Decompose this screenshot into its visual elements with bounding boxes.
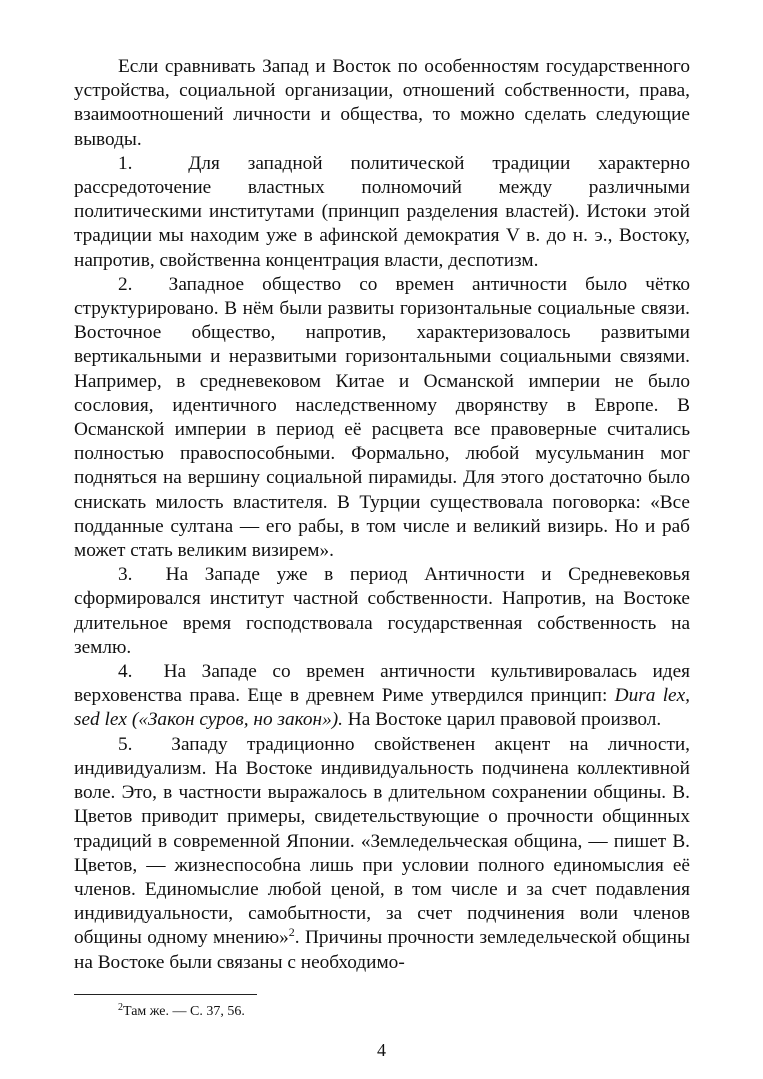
item-number: 1. bbox=[118, 152, 133, 174]
list-item bbox=[74, 152, 690, 273]
item-text: На Западе уже в период Античности и Средневековья сформировался институт частной собственности. Напротив, на Востоке длительное время господствовала государственная собственность на землю. bbox=[74, 564, 690, 658]
latin-maxim: Dura lex, sed lex («Закон суров, но закон»). bbox=[74, 685, 690, 731]
item-number: 2. bbox=[118, 273, 133, 295]
list-item bbox=[74, 660, 690, 733]
item-number: 3. bbox=[118, 564, 133, 586]
item-text: На Западе со времен античности культивировалась идея верховенства права. Еще в древнем Риме утвердился принцип: bbox=[74, 661, 691, 707]
footnote-marker: 2 bbox=[118, 1002, 123, 1013]
item-number: 4. bbox=[118, 661, 133, 683]
item-text: Западу традиционно свойственен акцент на личности, индивидуализм. На Востоке индивидуальность подчинена коллективной воле. Это, в частности выражалось в длительном сохранении общины. В. Цветов приводит примеры, свидетельствующие о прочности общинных традиций в современной Японии. «Земледельческая община, — пишет В. Цветов, — жизнеспособна лишь при условии полного единомыслия её членов. Единомыслие любой ценой, в том числе и за счет подавления индивидуальности, самобытности, за счет подчинения воли членов общины одному мнению» bbox=[74, 733, 691, 949]
list-item bbox=[74, 273, 690, 563]
page-number: 4 bbox=[377, 1040, 386, 1060]
intro-paragraph: Если сравнивать Запад и Восток по особенностям государственного устройства, социальной организации, отношений собственности, права, взаимоотношений личности и общества, то можно сделать следующие выводы. bbox=[74, 56, 690, 150]
item-text: Для западной политической традиции характерно рассредоточение властных полномочий между различными политическими институтами (принцип разделения властей). Истоки этой традиции мы находим уже в афинской демократия V в. до н. э., Востоку, напротив, свойственна концентрация власти, деспотизм. bbox=[74, 152, 691, 271]
item-text-end: На Востоке царил правовой произвол. bbox=[342, 709, 662, 731]
footnote bbox=[118, 1003, 245, 1021]
item-number: 5. bbox=[118, 733, 133, 755]
list-item bbox=[74, 563, 690, 660]
footnote-text: Там же. — С. 37, 56. bbox=[123, 1004, 245, 1019]
item-text-end: . Причины прочности земледельческой общины на Востоке были связаны с необходимо- bbox=[74, 927, 690, 973]
footnote-divider bbox=[74, 994, 257, 995]
body-text bbox=[74, 55, 690, 975]
footnote-reference[interactable]: 2 bbox=[288, 925, 295, 940]
list-item bbox=[74, 733, 690, 975]
item-text: Западное общество со времен античности было чётко структурировано. В нём были развиты горизонтальные социальные связи. Восточное общество, напротив, характеризовалось развитыми вертикальными и неразвитыми горизонтальными социальными связями. Например, в средневековом Китае и Османской империи не было сословия, идентичного наследственному дворянству в Европе. В Османской империи в период её расцвета все правоверные считались полностью правоспособными. Формально, любой мусульманин мог подняться на вершину социальной пирамиды. Для этого достаточно было снискать милость властителя. В Турции существовала поговорка: «Все подданные султана — его рабы, в том числе и великий визирь. Но и раб может стать великим визирем». bbox=[74, 273, 690, 562]
